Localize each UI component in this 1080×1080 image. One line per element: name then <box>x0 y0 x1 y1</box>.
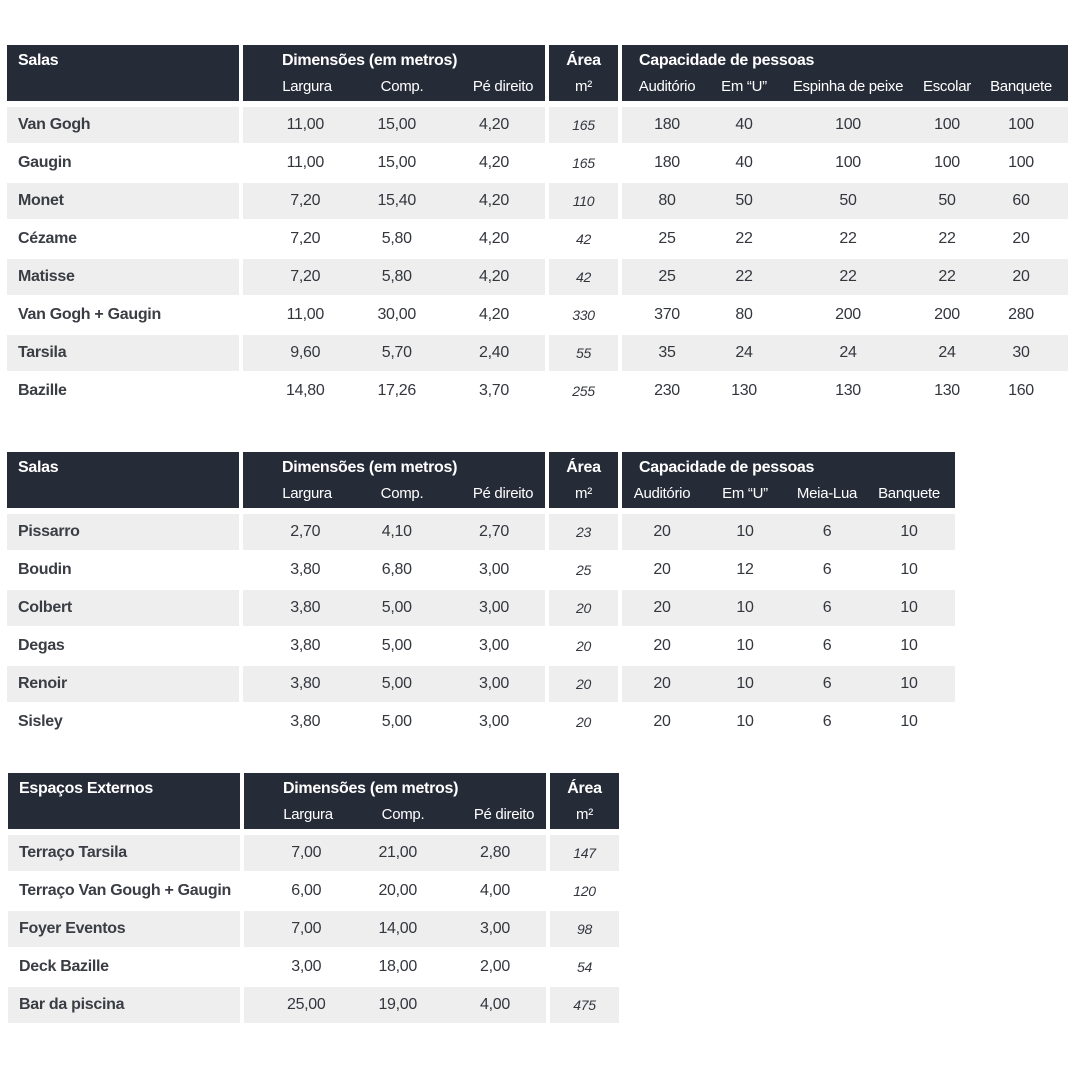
area-cell <box>549 145 618 181</box>
area-cell <box>550 949 619 985</box>
table-row <box>8 835 619 871</box>
capacity-cell <box>622 552 955 588</box>
area-value: 165 <box>572 155 595 171</box>
capacity-value: 20 <box>1012 230 1030 247</box>
width-value: 3,00 <box>291 958 322 975</box>
capacity-value: 10 <box>900 713 918 730</box>
length-value: 5,00 <box>381 713 412 730</box>
dimensions-cell <box>244 835 546 871</box>
height-value: 2,70 <box>478 523 509 540</box>
capacity-cell <box>622 145 1068 181</box>
capacity-value: 6 <box>822 599 832 616</box>
height-value: 3,70 <box>478 382 509 399</box>
dimensions-cell <box>244 987 546 1023</box>
height-value: 3,00 <box>478 713 509 730</box>
capacity-cell <box>622 335 1068 371</box>
capacity-value: 50 <box>839 192 857 209</box>
header-capacity-col: Espinha de peixe <box>792 78 904 95</box>
header-rooms-label: Salas <box>18 52 59 69</box>
header-capacity-col: Auditório <box>638 78 696 95</box>
header-capacity-col: Meia-Lua <box>796 485 858 502</box>
header-height-label: Pé direito <box>472 78 534 95</box>
capacity-value: 100 <box>934 116 960 133</box>
area-value: 20 <box>576 638 591 654</box>
room-name: Monet <box>7 183 239 219</box>
dimensions-cell <box>243 666 545 702</box>
capacity-value: 6 <box>822 561 832 578</box>
area-value: 330 <box>572 307 595 323</box>
capacity-value: 200 <box>835 306 861 323</box>
capacity-value: 80 <box>658 192 676 209</box>
capacity-value: 200 <box>934 306 960 323</box>
capacity-cell <box>622 259 1068 295</box>
area-cell <box>549 183 618 219</box>
height-value: 4,20 <box>478 116 509 133</box>
table-body <box>8 835 619 1023</box>
rooms-table-small <box>7 452 955 740</box>
capacity-value: 50 <box>735 192 753 209</box>
room-name: Tarsila <box>7 335 239 371</box>
table-body <box>7 514 955 740</box>
height-value: 4,20 <box>478 268 509 285</box>
header-length-label: Comp. <box>381 806 425 823</box>
capacity-value: 60 <box>1012 192 1030 209</box>
header-length-label: Comp. <box>380 78 424 95</box>
capacity-value: 160 <box>1008 382 1034 399</box>
length-value: 30,00 <box>377 306 416 323</box>
capacity-value: 20 <box>653 713 671 730</box>
capacity-value: 180 <box>654 116 680 133</box>
area-cell <box>549 590 618 626</box>
dimensions-cell <box>244 873 546 909</box>
capacity-value: 10 <box>736 599 754 616</box>
header-dimensions-cell <box>243 45 545 101</box>
height-value: 3,00 <box>478 599 509 616</box>
room-name: Degas <box>18 637 65 654</box>
capacity-value: 22 <box>938 268 956 285</box>
height-value: 4,20 <box>478 230 509 247</box>
width-value: 3,80 <box>290 713 321 730</box>
dimensions-cell <box>244 949 546 985</box>
header-height-label: Pé direito <box>473 806 535 823</box>
outdoor-spaces-table <box>8 773 619 1023</box>
table-row <box>7 373 1068 409</box>
capacity-value: 40 <box>735 154 753 171</box>
header-dimensions-label: Dimensões (em metros) <box>283 780 459 797</box>
area-cell <box>549 628 618 664</box>
room-name: Cézame <box>18 230 77 247</box>
room-name: Matisse <box>7 259 239 295</box>
table-row <box>8 949 619 985</box>
length-value: 17,26 <box>377 382 416 399</box>
header-area-label: Área <box>567 780 602 797</box>
area-value: 54 <box>577 959 592 975</box>
dimensions-cell <box>243 552 545 588</box>
capacity-value: 130 <box>731 382 757 399</box>
area-value: 20 <box>576 714 591 730</box>
height-value: 4,20 <box>478 306 509 323</box>
height-value: 4,20 <box>478 192 509 209</box>
room-name: Renoir <box>7 666 239 702</box>
length-value: 4,10 <box>381 523 412 540</box>
header-rooms-cell <box>7 452 239 508</box>
capacity-value: 180 <box>654 154 680 171</box>
dimensions-cell <box>243 628 545 664</box>
room-name: Van Gogh + Gaugin <box>18 306 161 323</box>
area-cell <box>550 873 619 909</box>
header-width-label: Largura <box>282 485 332 502</box>
capacity-value: 100 <box>835 116 861 133</box>
header-spaces-cell <box>8 773 240 829</box>
area-cell <box>549 335 618 371</box>
length-value: 20,00 <box>378 882 417 899</box>
header-area-unit: m² <box>576 806 593 823</box>
table-header <box>7 452 955 508</box>
room-name: Deck Bazille <box>19 958 109 975</box>
room-name: Bazille <box>18 382 67 399</box>
header-dimension-columns <box>260 78 556 95</box>
capacity-value: 6 <box>822 675 832 692</box>
dimensions-cell <box>243 514 545 550</box>
table-row <box>8 873 619 909</box>
area-value: 147 <box>573 845 596 861</box>
capacity-value: 40 <box>735 116 753 133</box>
table-row <box>8 987 619 1023</box>
length-value: 14,00 <box>378 920 417 937</box>
room-name: Foyer Eventos <box>8 911 240 947</box>
room-name: Terraço Van Gough + Gaugin <box>19 882 231 899</box>
area-value: 55 <box>576 345 591 361</box>
height-value: 4,20 <box>478 154 509 171</box>
capacity-value: 130 <box>835 382 861 399</box>
area-value: 25 <box>576 562 591 578</box>
capacity-value: 22 <box>839 268 857 285</box>
area-cell <box>550 911 619 947</box>
header-area-unit-wrap <box>549 485 618 502</box>
table-row <box>7 107 1068 143</box>
capacity-value: 10 <box>736 523 754 540</box>
height-value: 3,00 <box>478 675 509 692</box>
width-value: 7,20 <box>290 268 321 285</box>
area-value: 120 <box>573 883 596 899</box>
capacity-value: 100 <box>1008 154 1034 171</box>
capacity-value: 6 <box>822 523 832 540</box>
header-area-unit: m² <box>575 485 592 502</box>
dimensions-cell <box>243 183 545 219</box>
width-value: 3,80 <box>290 599 321 616</box>
capacity-cell <box>622 628 955 664</box>
header-area-cell <box>549 452 618 508</box>
header-capacity-col: Banquete <box>878 485 940 502</box>
width-value: 3,80 <box>290 675 321 692</box>
height-value: 2,80 <box>479 844 510 861</box>
length-value: 5,00 <box>381 675 412 692</box>
width-value: 9,60 <box>290 344 321 361</box>
width-value: 6,00 <box>291 882 322 899</box>
capacity-value: 50 <box>938 192 956 209</box>
capacity-cell <box>622 183 1068 219</box>
area-cell <box>549 552 618 588</box>
table-header <box>8 773 619 829</box>
capacity-value: 10 <box>900 523 918 540</box>
area-cell <box>549 259 618 295</box>
capacity-cell <box>622 297 1068 333</box>
length-value: 21,00 <box>378 844 417 861</box>
header-height-label: Pé direito <box>472 485 534 502</box>
length-value: 5,70 <box>381 344 412 361</box>
area-value: 20 <box>576 600 591 616</box>
table-row <box>7 628 955 664</box>
capacity-cell <box>622 590 955 626</box>
capacity-value: 100 <box>835 154 861 171</box>
header-area-cell <box>550 773 619 829</box>
area-cell <box>550 987 619 1023</box>
table-row <box>7 514 955 550</box>
room-name: Boudin <box>18 561 72 578</box>
capacity-value: 100 <box>934 154 960 171</box>
room-name: Gaugin <box>18 154 72 171</box>
capacity-value: 20 <box>1012 268 1030 285</box>
area-cell <box>549 704 618 740</box>
dimensions-cell <box>243 259 545 295</box>
capacity-value: 25 <box>658 230 676 247</box>
height-value: 3,00 <box>479 920 510 937</box>
capacity-cell <box>622 704 955 740</box>
dimensions-cell <box>243 335 545 371</box>
header-area-label: Área <box>566 459 601 476</box>
width-value: 11,00 <box>286 306 324 323</box>
capacity-cell <box>622 514 955 550</box>
header-area-unit-wrap <box>550 806 619 823</box>
capacity-value: 100 <box>1008 116 1034 133</box>
length-value: 5,80 <box>381 230 412 247</box>
width-value: 11,00 <box>286 154 324 171</box>
capacity-value: 20 <box>653 561 671 578</box>
width-value: 14,80 <box>285 382 325 399</box>
height-value: 2,40 <box>478 344 509 361</box>
header-capacity-cell <box>622 452 955 508</box>
height-value: 4,00 <box>479 996 510 1013</box>
header-dimensions-cell <box>244 773 546 829</box>
header-capacity-col: Escolar <box>923 78 971 95</box>
capacity-cell <box>622 373 1068 409</box>
room-name: Van Gogh <box>7 107 239 143</box>
capacity-value: 20 <box>653 637 671 654</box>
header-spaces-label: Espaços Externos <box>19 780 153 797</box>
width-value: 7,20 <box>290 230 321 247</box>
table-row <box>7 666 955 702</box>
width-value: 7,00 <box>291 920 322 937</box>
width-value: 2,70 <box>290 523 321 540</box>
length-value: 5,00 <box>381 637 412 654</box>
capacity-value: 370 <box>654 306 680 323</box>
dimensions-cell <box>243 590 545 626</box>
length-value: 5,80 <box>381 268 412 285</box>
height-value: 4,00 <box>479 882 510 899</box>
capacity-value: 24 <box>839 344 857 361</box>
table-body <box>7 107 1068 409</box>
capacity-value: 22 <box>938 230 956 247</box>
header-capacity-columns <box>630 78 1060 95</box>
area-cell <box>549 107 618 143</box>
capacity-value: 6 <box>822 637 832 654</box>
header-capacity-label: Capacidade de pessoas <box>639 52 815 69</box>
table-row <box>7 590 955 626</box>
width-value: 25,00 <box>286 996 326 1013</box>
area-value: 42 <box>576 231 591 247</box>
header-capacity-label: Capacidade de pessoas <box>639 459 815 476</box>
area-value: 110 <box>572 193 595 209</box>
table-row <box>7 704 955 740</box>
dimensions-cell <box>243 297 545 333</box>
header-capacity-col: Banquete <box>990 78 1052 95</box>
dimensions-cell <box>243 704 545 740</box>
header-area-unit-wrap <box>549 78 618 95</box>
dimensions-cell <box>243 145 545 181</box>
capacity-value: 10 <box>736 675 754 692</box>
room-name: Sisley <box>18 713 63 730</box>
capacity-value: 20 <box>653 599 671 616</box>
capacity-value: 130 <box>934 382 960 399</box>
capacity-value: 24 <box>735 344 753 361</box>
capacity-value: 12 <box>736 561 754 578</box>
width-value: 11,00 <box>286 116 324 133</box>
capacity-value: 10 <box>900 637 918 654</box>
capacity-value: 20 <box>653 523 671 540</box>
length-value: 6,80 <box>381 561 412 578</box>
header-area-cell <box>549 45 618 101</box>
dimensions-cell <box>244 911 546 947</box>
capacity-value: 30 <box>1012 344 1030 361</box>
room-name: Pissarro <box>7 514 239 550</box>
capacity-cell <box>622 666 955 702</box>
capacity-value: 22 <box>735 268 753 285</box>
capacity-value: 24 <box>938 344 956 361</box>
header-area-label: Área <box>566 52 601 69</box>
table-row <box>7 259 1068 295</box>
length-value: 15,00 <box>377 116 416 133</box>
capacity-value: 230 <box>654 382 680 399</box>
capacity-value: 22 <box>735 230 753 247</box>
header-length-label: Comp. <box>380 485 424 502</box>
area-cell <box>549 221 618 257</box>
area-value: 23 <box>576 524 591 540</box>
capacity-value: 25 <box>658 268 676 285</box>
height-value: 3,00 <box>478 637 509 654</box>
length-value: 5,00 <box>381 599 412 616</box>
area-cell <box>550 835 619 871</box>
length-value: 19,00 <box>378 996 417 1013</box>
header-width-label: Largura <box>282 78 332 95</box>
area-cell <box>549 373 618 409</box>
capacity-value: 10 <box>900 561 918 578</box>
dimensions-cell <box>243 221 545 257</box>
header-dimensions-label: Dimensões (em metros) <box>282 52 458 69</box>
table-row <box>7 145 1068 181</box>
rooms-table-main <box>7 45 1068 409</box>
table-row <box>8 911 619 947</box>
width-value: 3,80 <box>290 561 321 578</box>
capacity-value: 6 <box>822 713 832 730</box>
table-row <box>7 552 955 588</box>
length-value: 15,00 <box>377 154 416 171</box>
capacity-value: 10 <box>736 637 754 654</box>
length-value: 15,40 <box>377 192 416 209</box>
header-dimension-columns <box>261 806 557 823</box>
table-row <box>7 297 1068 333</box>
area-cell <box>549 666 618 702</box>
height-value: 3,00 <box>478 561 509 578</box>
length-value: 18,00 <box>378 958 417 975</box>
capacity-cell <box>622 107 1068 143</box>
header-capacity-col: Auditório <box>633 485 691 502</box>
dimensions-cell <box>243 373 545 409</box>
area-value: 98 <box>577 921 592 937</box>
capacity-value: 10 <box>900 599 918 616</box>
header-dimensions-label: Dimensões (em metros) <box>282 459 458 476</box>
width-value: 3,80 <box>290 637 321 654</box>
table-row <box>7 183 1068 219</box>
capacity-value: 80 <box>735 306 753 323</box>
area-value: 255 <box>572 383 595 399</box>
header-width-label: Largura <box>283 806 333 823</box>
header-dimension-columns <box>260 485 556 502</box>
width-value: 7,00 <box>291 844 322 861</box>
table-row <box>7 335 1068 371</box>
height-value: 2,00 <box>479 958 510 975</box>
table-row <box>7 221 1068 257</box>
table-header <box>7 45 1068 101</box>
room-name: Colbert <box>7 590 239 626</box>
area-value: 42 <box>576 269 591 285</box>
capacity-value: 20 <box>653 675 671 692</box>
capacity-value: 10 <box>900 675 918 692</box>
header-capacity-columns <box>622 485 952 502</box>
area-cell <box>549 297 618 333</box>
capacity-value: 10 <box>736 713 754 730</box>
area-cell <box>549 514 618 550</box>
header-dimensions-cell <box>243 452 545 508</box>
header-rooms-cell <box>7 45 239 101</box>
area-value: 20 <box>576 676 591 692</box>
capacity-cell <box>622 221 1068 257</box>
width-value: 7,20 <box>290 192 321 209</box>
capacity-value: 22 <box>839 230 857 247</box>
header-capacity-col: Em “U” <box>721 78 767 95</box>
area-value: 165 <box>572 117 595 133</box>
capacity-value: 280 <box>1008 306 1034 323</box>
dimensions-cell <box>243 107 545 143</box>
header-capacity-col: Em “U” <box>722 485 768 502</box>
header-area-unit: m² <box>575 78 592 95</box>
room-name: Terraço Tarsila <box>8 835 240 871</box>
header-capacity-cell <box>622 45 1068 101</box>
capacity-value: 35 <box>658 344 676 361</box>
area-value: 475 <box>573 997 596 1013</box>
room-name: Bar da piscina <box>8 987 240 1023</box>
header-rooms-label: Salas <box>18 459 59 476</box>
